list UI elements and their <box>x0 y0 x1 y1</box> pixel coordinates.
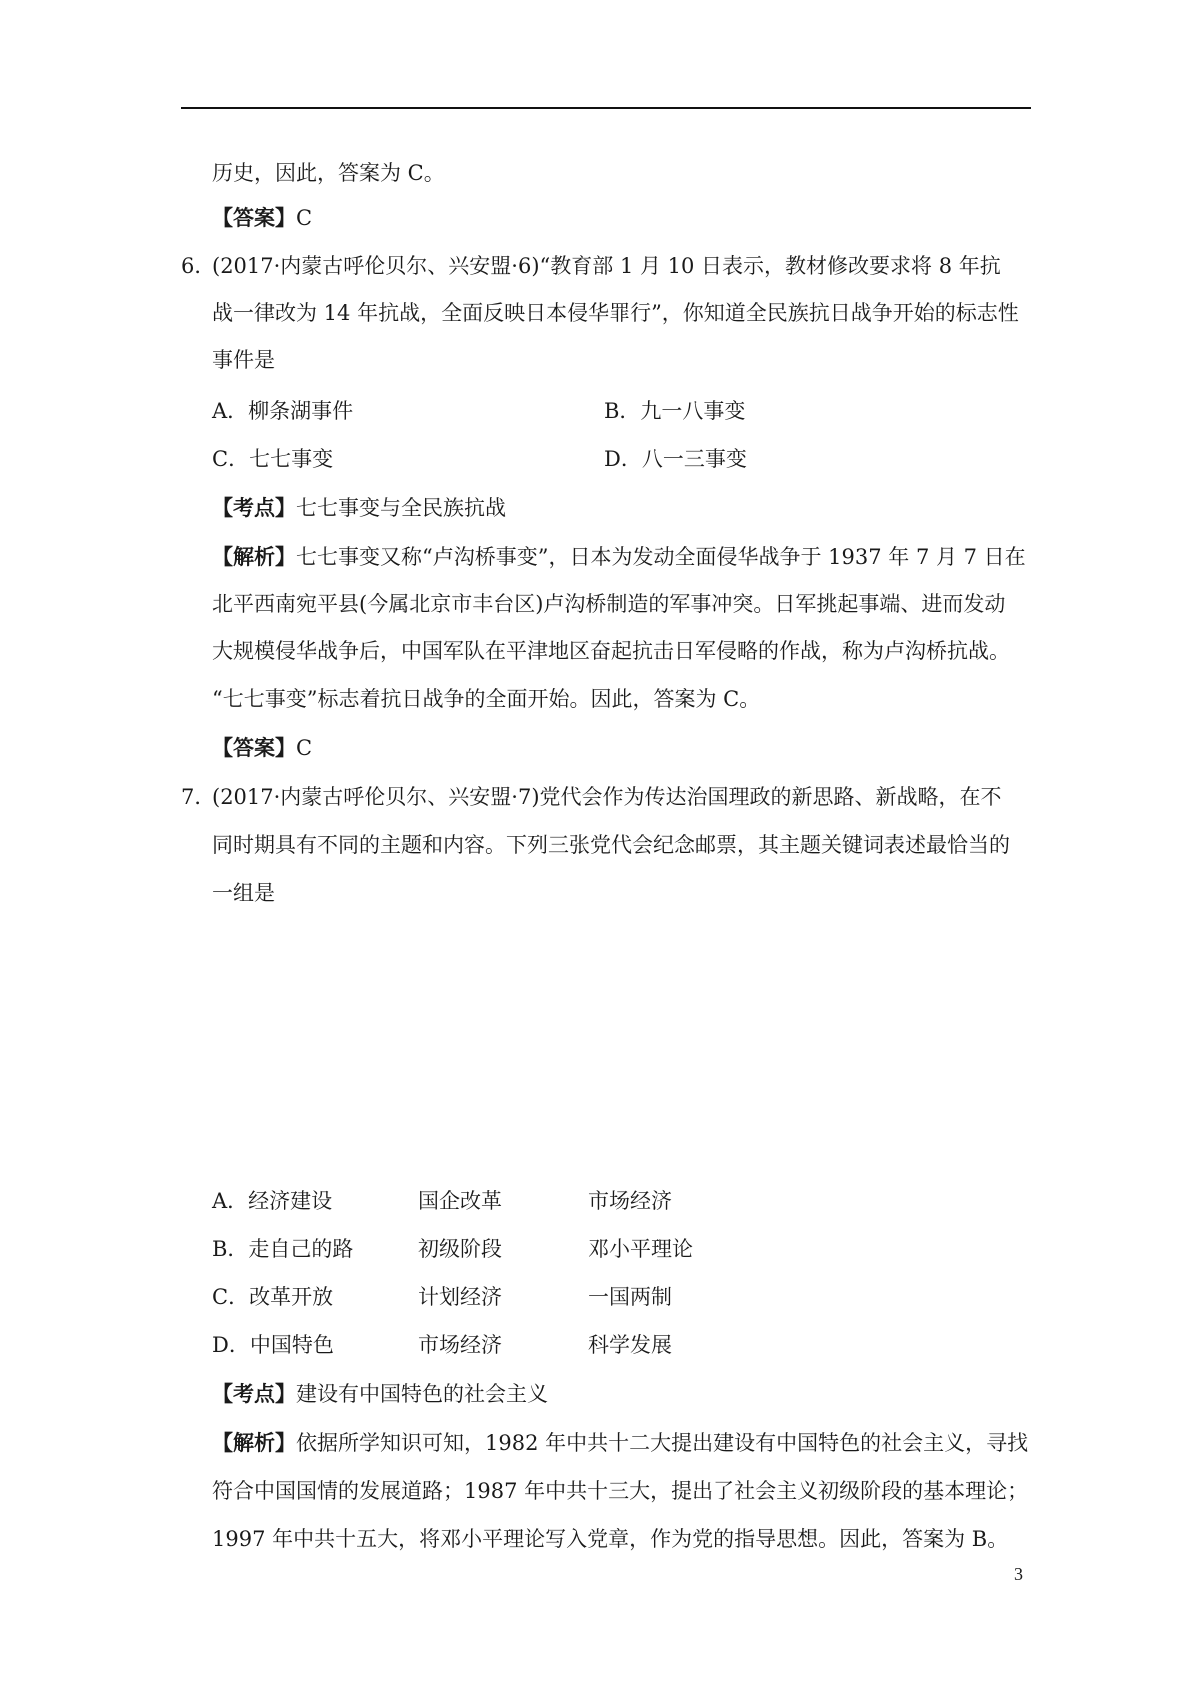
kaodian-text: 七七事变与全民族抗战 <box>296 496 506 520</box>
page-number: 3 <box>1014 1564 1023 1584</box>
q6-stem-line-3: 事件是 <box>212 348 275 372</box>
jiexi-text: 七七事变又称“卢沟桥事变”，日本为发动全面侵华战争于 1937 年 7 月 7 日在 <box>296 545 1026 569</box>
q7-jiexi-line-2: 符合中国国情的发展道路；1987 年中共十三大，提出了社会主义初级阶段的基本理论； <box>212 1479 1029 1503</box>
header-rule <box>181 107 1031 109</box>
q5-answer <box>212 203 312 233</box>
jiexi-label: 【解析】 <box>212 544 296 569</box>
q6-jiexi-line-2: 北平西南宛平县(今属北京市丰台区)卢沟桥制造的军事冲突。日军挑起事端、进而发动 <box>212 592 1006 616</box>
q6-stem-line-2: 战一律改为 14 年抗战，全面反映日本侵华罪行”，你知道全民族抗日战争开始的标志性 <box>212 301 1019 325</box>
q6-option-d: D．八一三事变 <box>604 447 747 471</box>
kaodian-label: 【考点】 <box>212 495 296 520</box>
q6-answer <box>212 733 312 763</box>
q7-option-c-label: C．改革开放 <box>212 1285 334 1309</box>
q6-stem-line-1: (2017·内蒙古呼伦贝尔、兴安盟·6)“教育部 1 月 10 日表示，教材修改要求将 8 年抗 <box>212 254 1001 278</box>
q7-jiexi-line-1 <box>212 1428 1028 1458</box>
jiexi-label: 【解析】 <box>212 1430 296 1455</box>
answer-label: 【答案】 <box>212 735 296 760</box>
kaodian-text: 建设有中国特色的社会主义 <box>296 1382 548 1406</box>
q6-option-b: B．九一八事变 <box>604 399 746 423</box>
q7-option-c-col3: 一国两制 <box>588 1285 672 1309</box>
q7-option-d-col3: 科学发展 <box>588 1333 672 1357</box>
q7-stem-line-2: 同时期具有不同的主题和内容。下列三张党代会纪念邮票，其主题关键词表述最恰当的 <box>212 833 1010 857</box>
q6-kaodian <box>212 493 506 523</box>
q7-stem-line-3: 一组是 <box>212 881 275 905</box>
q5-tail-text: 历史，因此，答案为 C。 <box>212 161 445 185</box>
q6-number: 6． <box>181 254 216 278</box>
q7-option-a-col3: 市场经济 <box>588 1189 672 1213</box>
q7-kaodian <box>212 1379 548 1409</box>
q7-stem-line-1: (2017·内蒙古呼伦贝尔、兴安盟·7)党代会作为传达治国理政的新思路、新战略，在不 <box>212 785 1002 809</box>
q7-number: 7． <box>181 785 216 809</box>
q6-option-a: A．柳条湖事件 <box>212 399 354 423</box>
q7-option-b-label: B．走自己的路 <box>212 1237 354 1261</box>
answer-label: 【答案】 <box>212 205 296 230</box>
q7-jiexi-line-3: 1997 年中共十五大，将邓小平理论写入党章，作为党的指导思想。因此，答案为 B。 <box>212 1527 1009 1551</box>
q7-option-d-label: D．中国特色 <box>212 1333 334 1357</box>
kaodian-label: 【考点】 <box>212 1381 296 1406</box>
q7-option-b-col2: 初级阶段 <box>418 1237 502 1261</box>
q7-option-a-label: A．经济建设 <box>212 1189 333 1213</box>
q7-option-c-col2: 计划经济 <box>418 1285 502 1309</box>
q6-jiexi-line-4: “七七事变”标志着抗日战争的全面开始。因此，答案为 C。 <box>212 687 761 711</box>
answer-value: C <box>296 736 313 760</box>
q6-option-c: C．七七事变 <box>212 447 334 471</box>
q7-option-b-col3: 邓小平理论 <box>588 1237 693 1261</box>
q6-jiexi-line-1 <box>212 542 1026 572</box>
q7-option-d-col2: 市场经济 <box>418 1333 502 1357</box>
answer-value: C <box>296 206 313 230</box>
q6-jiexi-line-3: 大规模侵华战争后，中国军队在平津地区奋起抗击日军侵略的作战，称为卢沟桥抗战。 <box>212 639 1010 663</box>
jiexi-text: 依据所学知识可知，1982 年中共十二大提出建设有中国特色的社会主义，寻找 <box>296 1431 1029 1455</box>
q7-option-a-col2: 国企改革 <box>418 1189 502 1213</box>
